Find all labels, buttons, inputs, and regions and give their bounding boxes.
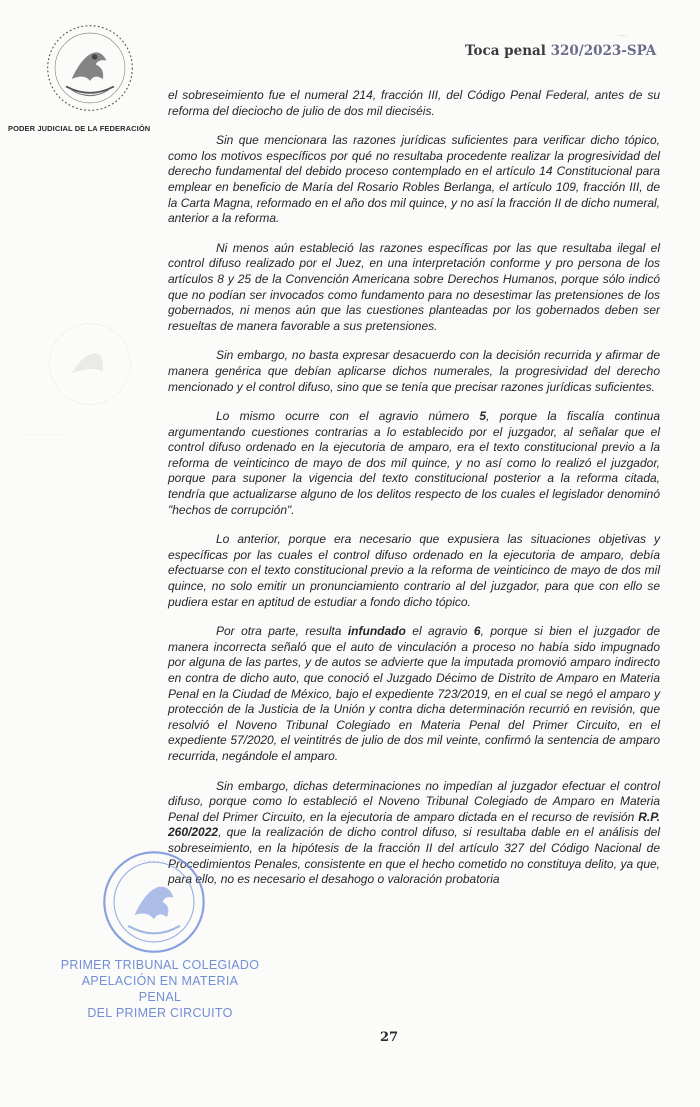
stamp-line: APELACIÓN EN MATERIA PENAL bbox=[81, 974, 239, 1004]
watermark-seal-icon bbox=[44, 318, 136, 410]
document-body bbox=[168, 88, 660, 902]
appeal-reference: R.P. 260/2022 bbox=[168, 809, 660, 840]
page-number: 27 bbox=[380, 1030, 399, 1045]
stamp-line: PRIMER TRIBUNAL COLEGIADO bbox=[60, 958, 260, 972]
paragraph: Por otra parte, resulta infundado el agravio 6, porque si bien el juzgador de manera incorrecta señaló que el auto de vinculación a proceso no había sido impugnado por alguna de las partes, y de autos se advierte que la imputada promovió amparo indirecto en contra de dicho auto, que conoció el Juzgado Décimo de Distrito de Amparo en Materia Penal en la Ciudad de México, bajo el expediente 723/2019, en el cual se negó el amparo y protección de la Justicia de la Unión y contra dicha determinación recurrió en revisión, que resolvió el Noveno Tribunal Colegiado en Materia Penal del Primer Circuito, en el expediente 57/2020, el veintitrés de julio de dos mil veinte, confirmó la sentencia de amparo recurrida, negándole el amparo. bbox=[168, 624, 661, 763]
paragraph: Lo mismo ocurre con el agravio número 5, porque la fiscalía continua argumentando cuestiones contrarias a lo establecido por el juzgador, al señalar que el control difuso ordenado en la ejecutoria de amparo, era el texto constitucional previo a la reforma de veinticinco de mayo de dos mil quince, y no así como lo realizó el juzgador, porque para suponer la vigencia del texto constitucional posterior a la reforma citada, tendría que actualizarse alguno de los delitos respecto de los cuales el legislador denominó "hechos de corrupción". bbox=[168, 409, 661, 517]
grievance-number: 5 bbox=[479, 409, 487, 424]
paragraph: Lo anterior, porque era necesario que expusiera las situaciones objetivas y específicas por las cuales el control difuso ordenado en la ejecutoria de amparo, debía efectuarse con el texto constitucional previo a la reforma de veinticinco de mayo de dos mil quince, no solo emitir un pronunciamiento contrario al del juzgador, para que con ello se pudiera estar en aptitud de estudiar a fondo dicho tópico. bbox=[168, 532, 660, 609]
watermark-mark: · · · · · · · · · · · · bbox=[22, 432, 65, 438]
case-number-heading bbox=[465, 43, 656, 59]
paragraph: Sin embargo, no basta expresar desacuerdo con la decisión recurrida y afirmar de manera genérica que debían aplicarse dichos numerales, la progresividad del derecho mencionado y el control difuso, sino que se tenía que precisar razones jurídicas suficientes. bbox=[168, 348, 660, 394]
grievance-number: 6 bbox=[473, 624, 481, 639]
court-stamp bbox=[60, 957, 260, 1021]
paragraph: Sin embargo, dichas determinaciones no impedían al juzgador efectuar el control difuso, porque como lo estableció el Noveno Tribunal Colegiado de Amparo en Materia Penal del Primer Circuito, en la ejecutoria de amparo dictada en el recurso de revisión R.P. 260/2022, que la realización de dicho control difuso, si resultaba dable en el análisis del sobreseimiento, en la hipótesis de la fracción II del artículo 327 del Código Nacional de Procedimientos Penales, consistente en que el hecho cometido no constituya delito, ya que, para ello, no es necesario el desahogo o valoración probatoria bbox=[168, 778, 660, 887]
mexican-coat-of-arms-icon bbox=[44, 22, 136, 114]
stamp-line: DEL PRIMER CIRCUITO bbox=[87, 1006, 233, 1020]
institution-label: PODER JUDICIAL DE LA FEDERACIÓN bbox=[8, 124, 151, 133]
case-number: 320/2023-SPA bbox=[550, 43, 657, 59]
svg-text:· · · · · · ·: · · · · · · · bbox=[138, 856, 170, 866]
continuation-paragraph: el sobreseimiento fue el numeral 214, fracción III, del Código Penal Federal, antes de su reforma del dieciocho de julio de dos mil dieciséis. bbox=[168, 88, 660, 118]
paragraph: Sin que mencionara las razones jurídicas suficientes para verificar dicho tópico, como los motivos específicos por qué no resultaba procedente realizar la progresividad del derecho fundamental del debido proceso contemplado en el artículo 14 Constitucional para emplear en beneficio de María del Rosario Robles Berlanga, el artículo 109, fracción III, de la Carta Magna, reformado en el año dos mil quince, y no así la fracción II de dicho numeral, anterior a la reforma. bbox=[168, 133, 660, 226]
case-label: Toca penal bbox=[465, 43, 546, 59]
margin-mark: ····· bbox=[618, 33, 627, 39]
ruling-word: infundado bbox=[347, 624, 406, 639]
court-seal-icon bbox=[100, 848, 208, 956]
paragraph: Ni menos aún estableció las razones específicas por las que resultaba ilegal el control difuso realizado por el Juez, en una interpretación conforme y pro persona de los artículos 8 y 25 de la Convención Americana sobre Derechos Humanos, porque sólo indicó que no podían ser invocados como fundamento para no desestimar las pretensiones de los gobernados, ni menos aún que las cuestiones planteadas por los gobernados deben ser resueltas de manera favorable a sus pretensiones. bbox=[168, 240, 660, 333]
